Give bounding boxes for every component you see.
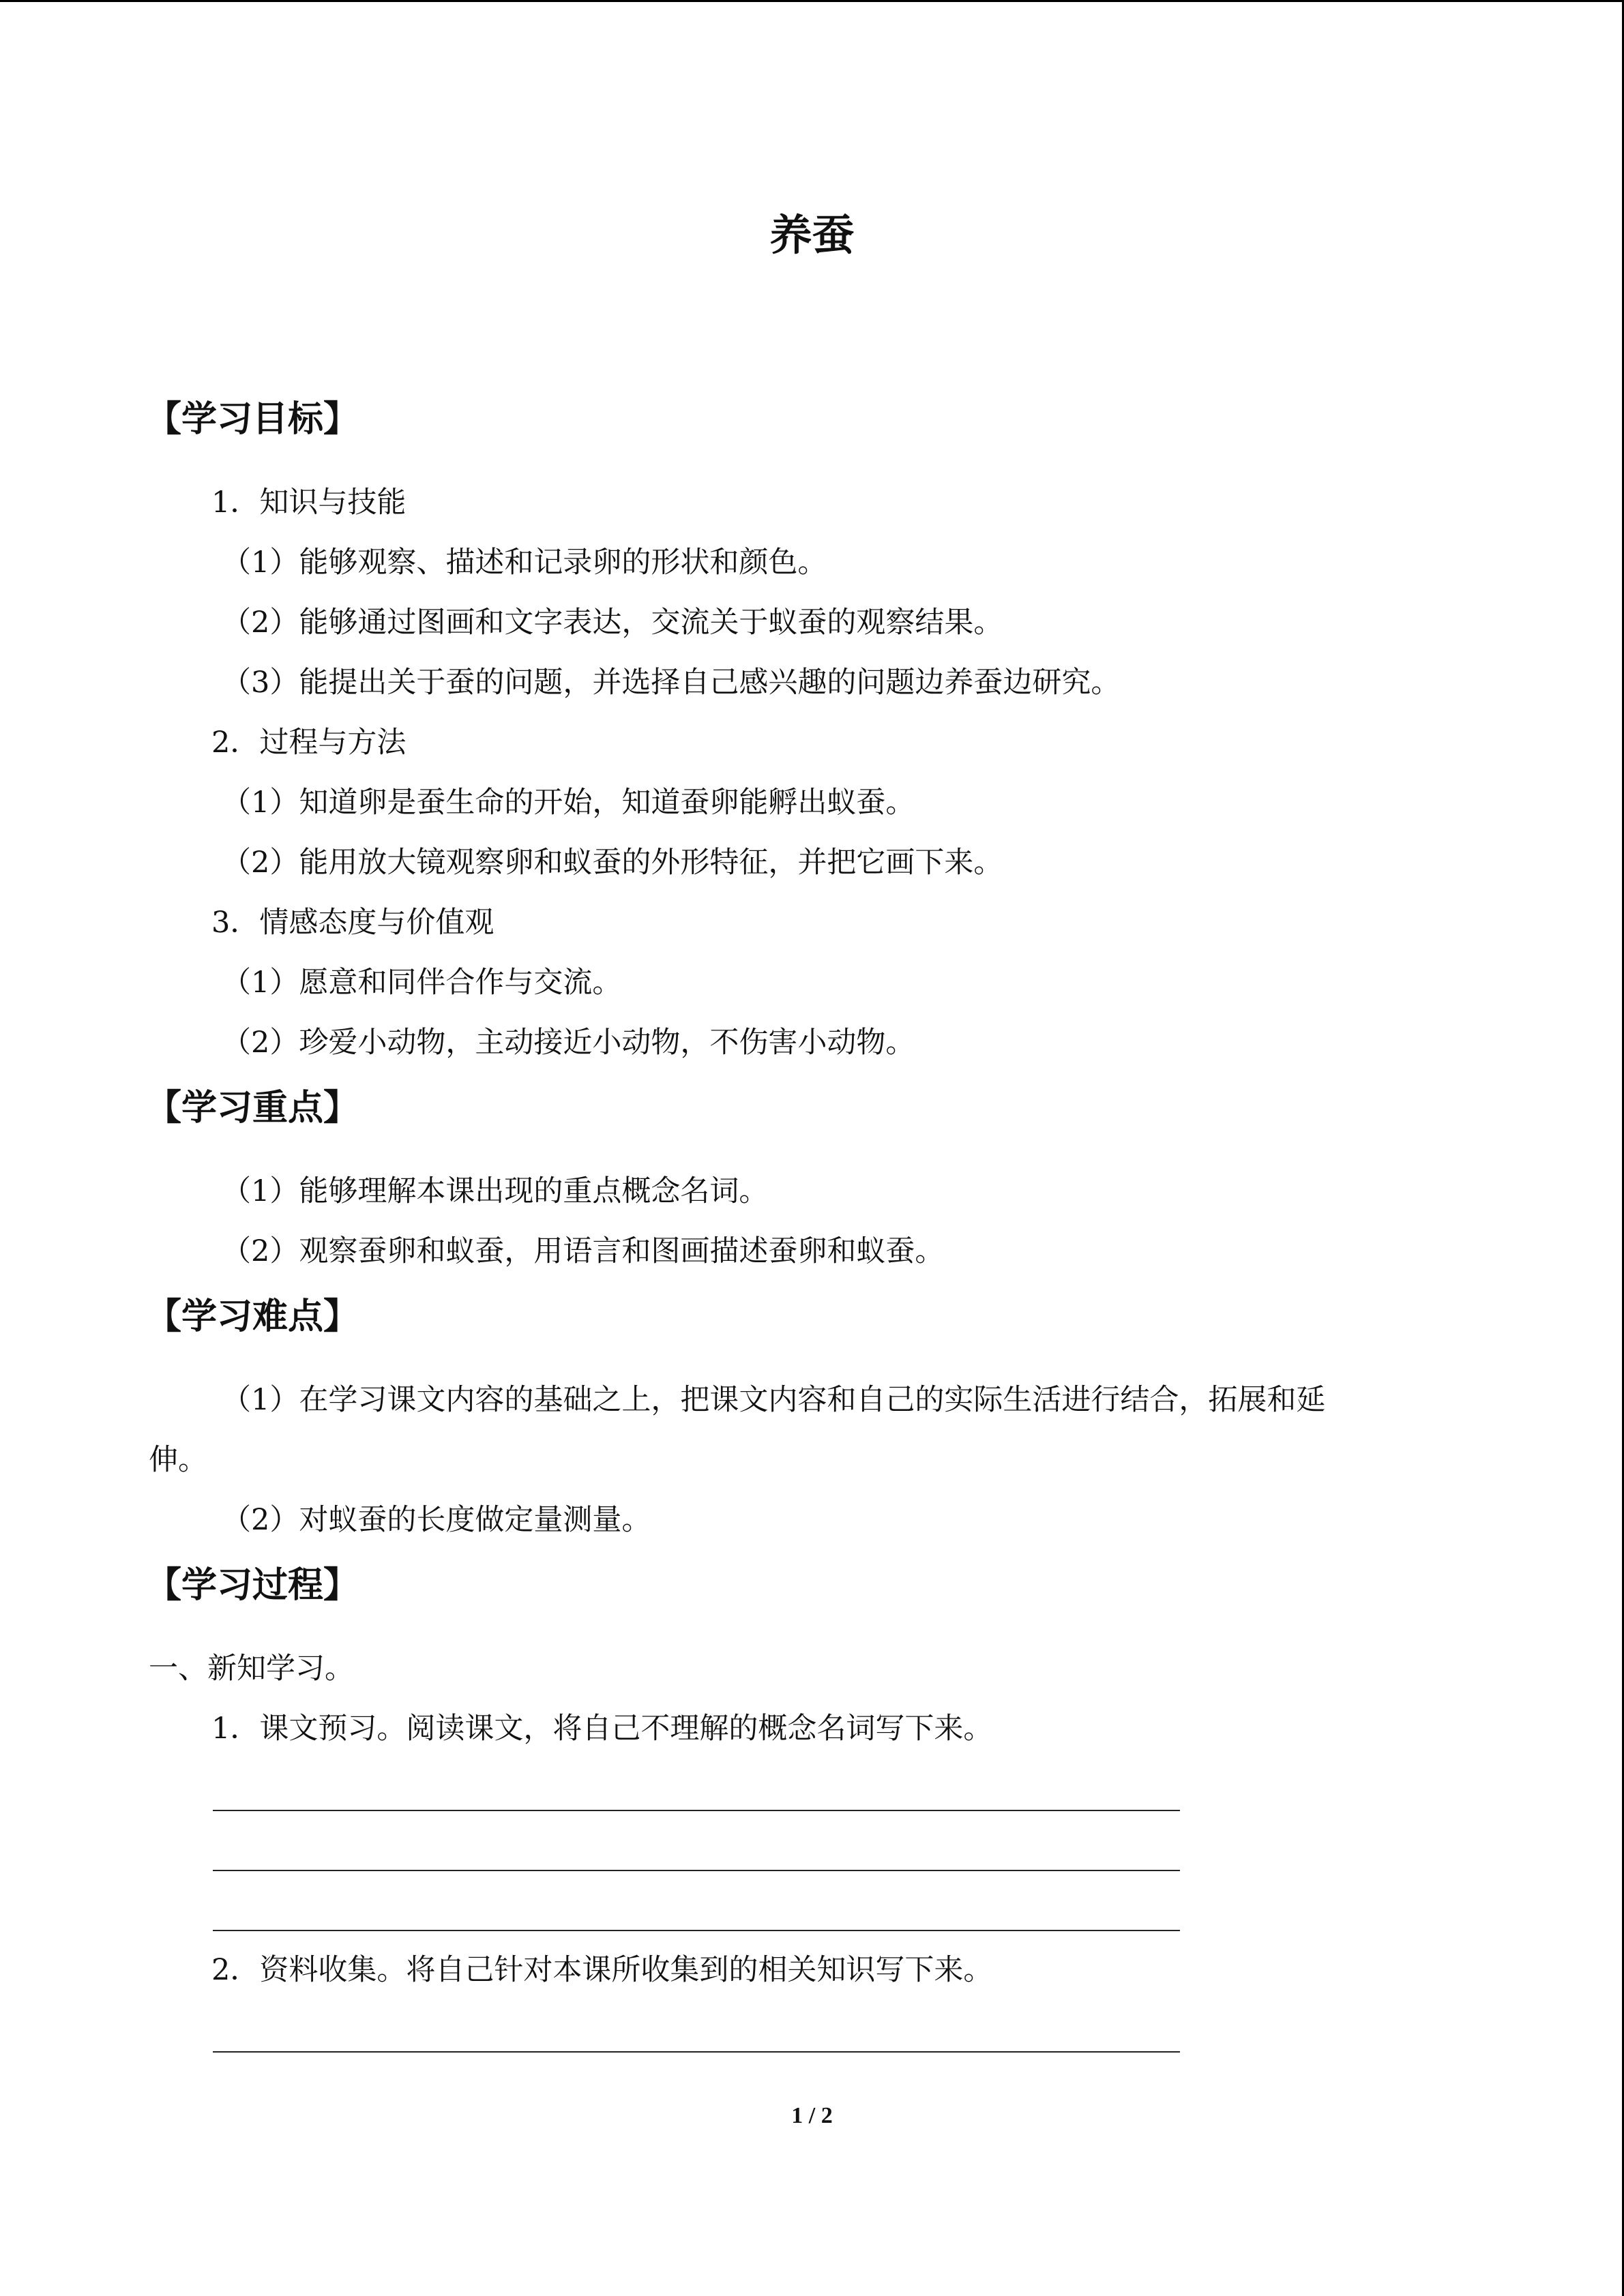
key-points-item: （1）能够理解本课出现的重点概念名词。 (222, 1174, 769, 1208)
process-item: 1．课文预习。阅读课文，将自己不理解的概念名词写下来。 (211, 1712, 993, 1746)
page-top-border (0, 0, 1624, 2)
objectives-item: （1）愿意和同伴合作与交流。 (222, 966, 622, 1000)
page-number: 1 / 2 (791, 2103, 833, 2128)
objectives-item: 3．情感态度与价值观 (211, 906, 494, 940)
key-points-item: （2）观察蚕卵和蚁蚕，用语言和图画描述蚕卵和蚁蚕。 (222, 1234, 945, 1268)
objectives-item: （1）知道卵是蚕生命的开始，知道蚕卵能孵出蚁蚕。 (222, 786, 915, 820)
difficulties-heading: 【学习难点】 (146, 1296, 359, 1337)
answer-blank-line[interactable] (213, 1930, 1180, 1931)
objectives-item: （1）能够观察、描述和记录卵的形状和颜色。 (222, 546, 827, 580)
objectives-item: （3）能提出关于蚕的问题，并选择自己感兴趣的问题边养蚕边研究。 (222, 666, 1121, 700)
objectives-item: （2）能够通过图画和文字表达，交流关于蚁蚕的观察结果。 (222, 606, 1003, 640)
key-points-heading: 【学习重点】 (146, 1088, 359, 1129)
answer-blank-line[interactable] (213, 1810, 1180, 1811)
objectives-item: （2）能用放大镜观察卵和蚁蚕的外形特征，并把它画下来。 (222, 846, 1003, 880)
objectives-item: 2．过程与方法 (211, 726, 407, 760)
answer-blank-line[interactable] (213, 1870, 1180, 1871)
difficulties-item: （1）在学习课文内容的基础之上，把课文内容和自己的实际生活进行结合，拓展和延 (222, 1383, 1326, 1417)
process-heading: 【学习过程】 (146, 1565, 359, 1606)
difficulties-item: （2）对蚁蚕的长度做定量测量。 (222, 1503, 651, 1537)
objectives-heading: 【学习目标】 (146, 399, 359, 440)
difficulties-item: 伸。 (149, 1443, 207, 1477)
answer-blank-line[interactable] (213, 2051, 1180, 2053)
process-item: 一、新知学习。 (149, 1652, 354, 1686)
objectives-item: （2）珍爱小动物，主动接近小动物，不伤害小动物。 (222, 1026, 915, 1060)
page-title: 养蚕 (769, 210, 855, 260)
objectives-item: 1．知识与技能 (211, 486, 407, 520)
process-item: 2．资料收集。将自己针对本课所收集到的相关知识写下来。 (211, 1953, 993, 1987)
